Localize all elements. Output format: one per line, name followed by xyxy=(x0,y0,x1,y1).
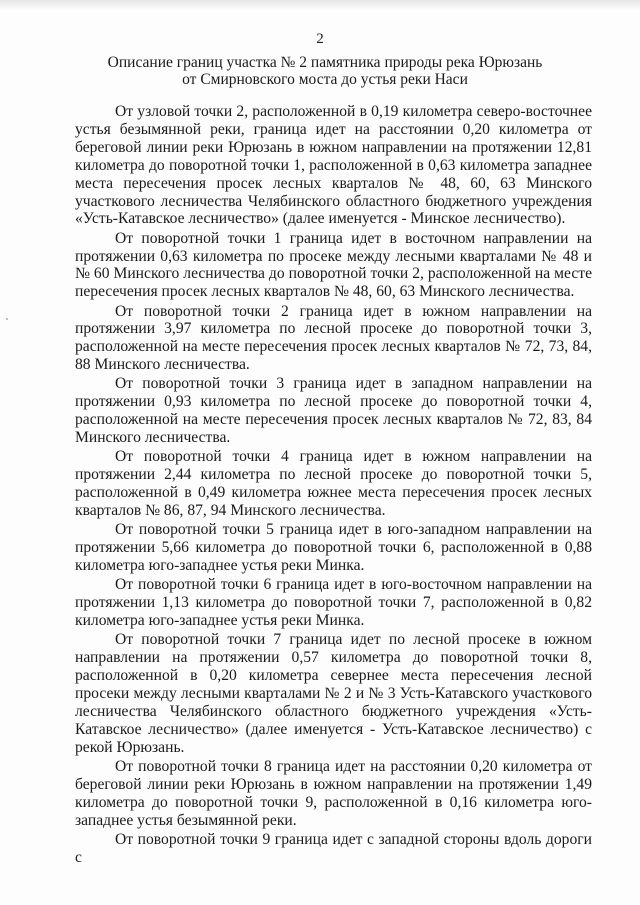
paragraph: От поворотной точки 1 граница идет в восточном направлении на протяжении 0,63 километра по просеке между лесными кварталами № 48 и № 60 Минского лесничества до поворотной точки 2, расположенной на месте пересечения просек лесных кварталов № 48, 60, 63 Минского лесничества. xyxy=(75,229,592,301)
scan-edge-shadow xyxy=(0,0,640,10)
paragraph: От поворотной точки 3 граница идет в западном направлении на протяжении 0,93 километра по лесной просеке до поворотной точки 4, расположенной на месте пересечения просек лесных кварталов № 72, 83, 84 Минского лесничества. xyxy=(75,375,592,447)
paragraph: От поворотной точки 6 граница идет в юго-восточном направлении на протяжении 1,13 километра до поворотной точки 7, расположенной в 0,82 километра юго-западнее устья реки Минка. xyxy=(75,576,592,630)
paragraph: От узловой точки 2, расположенной в 0,19 километра северо-восточнее устья безымянной реки, граница идет на расстоянии 0,20 километра от береговой линии реки Юрюзань в южном направлении на протяжении 12,81 километра до поворотной точки 1, расположенной в 0,63 километра западнее места пересечения просек лесных кварталов № 48, 60, 63 Минского участкового лесничества Челябинского областного бюджетного учреждения «Усть-Катавское лесничество» (далее именуется - Минское лесничество). xyxy=(75,103,592,228)
paragraph: От поворотной точки 8 граница идет на расстоянии 0,20 километра от береговой линии реки Юрюзань в южном направлении на протяжении 1,49 километра до поворотной точки 9, расположенной в 0,16 километра юго-западнее устья безымянной реки. xyxy=(75,758,592,829)
scan-speck xyxy=(6,318,8,320)
heading-line-1: Описание границ участка № 2 памятника природы река Юрюзань xyxy=(107,54,543,71)
paragraph-continued: От поворотной точки 9 граница идет с западной стороны вдоль дороги с xyxy=(75,830,592,866)
paragraph: От поворотной точки 7 граница идет по лесной просеке в южном направлении на протяжении 0,57 километра до поворотной точки 8, расположенной в 0,20 километра севернее места пересечения лесной просеки между лесными кварталами № 2 и № 3 Усть-Катавского участкового лесничества Челябинского областного бюджетного учреждения «Усть-Катавское лесничество» (далее именуется - Усть-Катавское лесничество) с рекой Юрюзань. xyxy=(75,631,592,756)
heading-line-2: от Смирновского моста до устья реки Наси xyxy=(182,71,468,88)
document-heading xyxy=(60,54,590,88)
paragraph: От поворотной точки 2 граница идет в южном направлении на протяжении 3,97 километра по лесной просеке до поворотной точки 3, расположенной на месте пересечения просек лесных кварталов № 72, 73, 84, 88 Минского лесничества. xyxy=(75,302,592,374)
document-body xyxy=(75,103,592,867)
page-number: 2 xyxy=(316,31,324,47)
paragraph: От поворотной точки 5 граница идет в юго-западном направлении на протяжении 5,66 километра до поворотной точки 6, расположенной в 0,88 километра юго-западнее устья реки Минка. xyxy=(75,521,592,575)
paragraph: От поворотной точки 4 граница идет в южном направлении на протяжении 2,44 километра по лесной просеке до поворотной точки 5, расположенной в 0,49 километра южнее места пересечения просек лесных кварталов № 86, 87, 94 Минского лесничества. xyxy=(75,448,592,520)
